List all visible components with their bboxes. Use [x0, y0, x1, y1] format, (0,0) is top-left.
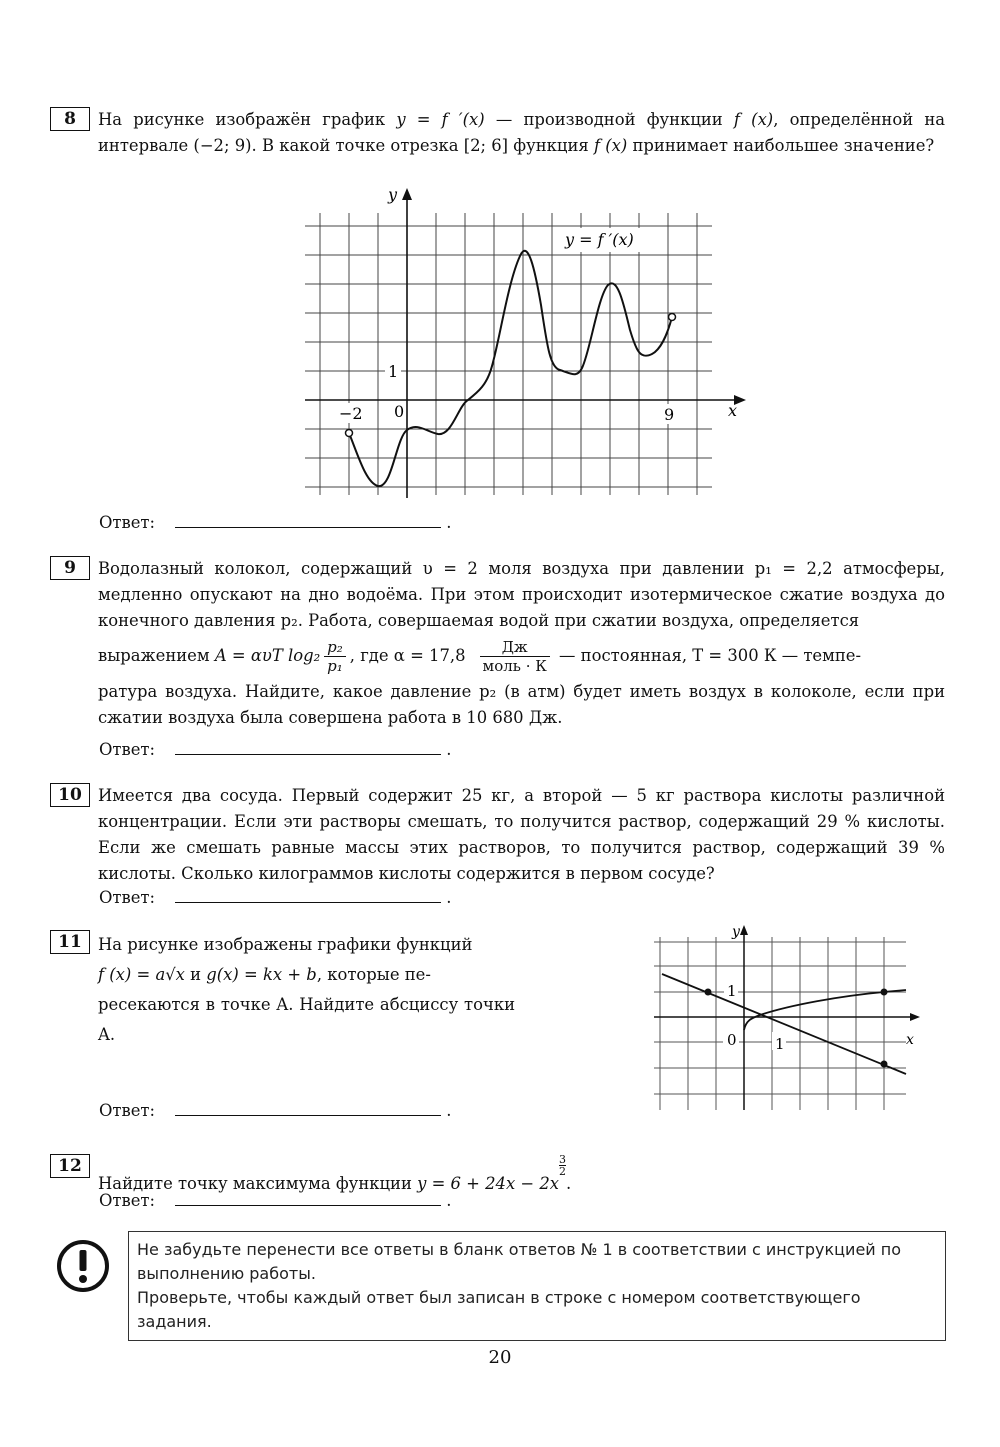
graph8-label-zero: 0 [394, 402, 405, 421]
task-10-answer [99, 888, 451, 907]
answer-label: Ответ: [99, 740, 156, 759]
task-12-dot: . [566, 1174, 572, 1193]
task-11-f-formula: f (x) = a√x [98, 965, 185, 984]
graph8-label-nine: 9 [664, 405, 675, 424]
task-8-answer [99, 513, 451, 532]
task-number-10: 10 [50, 783, 90, 807]
task-12-exponent [559, 1154, 566, 1177]
graph11-label-one-x: 1 [775, 1035, 785, 1053]
task-9-expr-mid: , где α = 17,8 [349, 646, 466, 665]
task-9-frac-den: p₁ [327, 657, 343, 675]
task-9-expression [98, 638, 945, 675]
answer-dot: . [446, 513, 452, 532]
graph11-label-one-y: 1 [727, 982, 737, 1000]
graph8-label-minus2: −2 [339, 404, 363, 423]
task-9-answer [99, 740, 451, 759]
answer-label: Ответ: [99, 888, 156, 907]
answer-label: Ответ: [99, 1101, 156, 1120]
sqrt-curve [744, 990, 906, 1030]
notice-line1: Не забудьте перенести все ответы в бланк ответов № 1 в соответствии с инструкцией по выполнению работы. [137, 1240, 902, 1283]
task-8-text-c: , определённой на интервале (−2; 9). В какой точке отрезка [2; 6] функция [98, 110, 946, 155]
answer-label: Ответ: [99, 513, 156, 532]
task-9-unit-num: Дж [480, 638, 550, 657]
task-9-expr-formula: A = αυT log₂ [214, 646, 321, 665]
task-8-text [98, 107, 945, 159]
task-9-line3: ратура воздуха. Найдите, какое давление p₂ (в атм) будет иметь воздух в колоколе, если при сжатии воздуха была совершена работа в 10 680 Дж. [98, 682, 945, 727]
task-11-g-formula: g(x) = kx + b [206, 965, 317, 984]
task-9-text [98, 556, 945, 731]
task-8-text-b: — производной функции [484, 110, 734, 129]
graph8-x-label: x [728, 401, 738, 420]
task-11-line1: На рисунке изображены графики функций [98, 935, 473, 954]
task-9-unit-den: моль · К [482, 657, 547, 675]
task-11-line2-tail: , которые пе- [316, 965, 431, 984]
notice-box [128, 1231, 946, 1341]
answer-dot: . [446, 1101, 452, 1120]
task-9-expr-suffix: — постоянная, T = 300 К — темпе- [553, 646, 862, 665]
notice-line2: Проверьте, чтобы каждый ответ был записан в строке с номером соответствующего задания. [137, 1288, 861, 1331]
task-12-exp-num: 3 [559, 1153, 567, 1166]
task-11-answer [99, 1101, 451, 1120]
answer-field-8[interactable] [175, 513, 441, 528]
graph11-y-label: y [732, 924, 740, 940]
exclamation-icon [55, 1238, 111, 1294]
task-8-text-a: На рисунке изображён график [98, 110, 397, 129]
task-number-8: 8 [50, 107, 90, 131]
task-number-12: 12 [50, 1154, 90, 1178]
task-11-line3: ресекаются в точке A. Найдите абсциссу точки A. [98, 995, 515, 1044]
answer-field-10[interactable] [175, 888, 441, 903]
task-8-fx: f (x) [733, 110, 774, 129]
task-8-graph [300, 182, 750, 500]
task-11-graph [650, 918, 930, 1118]
task-9-expr-prefix: выражением [98, 646, 215, 665]
answer-field-12[interactable] [175, 1191, 441, 1206]
page-number: 20 [488, 1347, 512, 1368]
task-12-formula: y = 6 + 24x − 2x [417, 1174, 560, 1193]
task-12-text-main: Найдите точку максимума функции [98, 1174, 418, 1193]
task-number-11: 11 [50, 930, 90, 954]
task-8-text-d: принимает наибольшее значение? [627, 136, 935, 155]
task-9-frac-num: p₂ [324, 638, 346, 657]
task-number-9: 9 [50, 556, 90, 580]
graph8-curve-label: y = f ′(x) [565, 230, 634, 249]
answer-dot: . [446, 1191, 452, 1210]
task-8-fx2: f (x) [593, 136, 628, 155]
task-12-answer [99, 1191, 451, 1210]
answer-dot: . [446, 888, 452, 907]
task-8-formula: y = f ′(x) [396, 110, 485, 129]
task-10-text: Имеется два сосуда. Первый содержит 25 кг, а второй — 5 кг раствора кислоты различной концентрации. Если эти растворы смешать, то получится раствор, содержащий 29 % кислоты. Если же смешать равные массы этих растворов, то получится раствор, содержащий 39 % кислоты. Сколько килограммов кислоты содержится в первом сосуде? [98, 786, 945, 883]
answer-dot: . [446, 740, 452, 759]
graph11-x-label: x [906, 1032, 914, 1048]
graph8-y-label: y [388, 185, 398, 204]
graph8-label-one: 1 [388, 362, 399, 381]
task-11-line2 [98, 960, 515, 990]
graph11-label-zero: 0 [727, 1031, 737, 1049]
task-9-line1: Водолазный колокол, содержащий υ = 2 моля воздуха при давлении p₁ = 2,2 атмосферы, медленно опускают на дно водоёма. При этом происходит изотермическое сжатие воздуха до конечного давления p₂. Работа, совершаемая водой при сжатии воздуха, определяется [98, 559, 945, 630]
linear-line [662, 974, 906, 1074]
task-11-conj: и [184, 965, 207, 984]
task-9-fraction [324, 638, 346, 675]
task-11-text [98, 930, 515, 1050]
answer-field-9[interactable] [175, 740, 441, 755]
task-9-unit [480, 638, 550, 675]
task-12-exp-den: 2 [559, 1165, 567, 1178]
answer-field-11[interactable] [175, 1101, 441, 1116]
answer-label: Ответ: [99, 1191, 156, 1210]
